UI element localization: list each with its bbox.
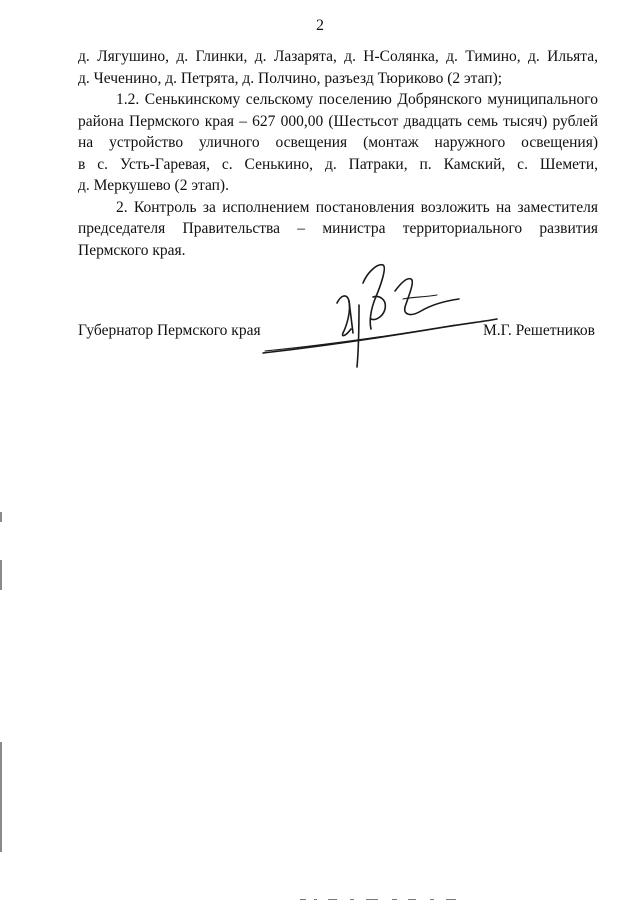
- paragraph-3: [78, 197, 598, 262]
- paragraph-3-line: 2. Контроль за исполнением постановления возложить на заместителя: [116, 198, 598, 216]
- signatory-title: Губернатор Пермского края: [78, 322, 261, 339]
- scan-artifact: [300, 898, 460, 901]
- paragraph-2: [78, 89, 598, 197]
- scan-edge-mark: [0, 742, 2, 852]
- page-number: 2: [316, 17, 324, 34]
- paragraph-1-line: д. Чеченино, д. Петрята, д. Полчино, разъезд Тюриково (2 этап);: [78, 69, 503, 87]
- document-body: [78, 46, 598, 261]
- paragraph-2-line: на устройство уличного освещения (монтаж наружного освещения): [78, 134, 598, 151]
- paragraph-3-line: Пермского края.: [78, 241, 186, 259]
- scan-edge-mark: [0, 512, 2, 522]
- paragraph-2-line: района Пермского края – 627 000,00 (Шестьсот двадцать семь тысяч) рублей: [78, 112, 598, 130]
- paragraph-3-line: председателя Правительства – министра территориального развития: [78, 220, 598, 237]
- paragraph-1: [78, 46, 598, 89]
- scan-edge-mark: [0, 560, 2, 590]
- paragraph-1-line: д. Лягушино, д. Глинки, д. Лазарята, д. Н-Солянка, д. Тимино, д. Ильята,: [78, 48, 598, 65]
- paragraph-2-line: в с. Усть-Гаревая, с. Сенькино, д. Патраки, п. Камский, с. Шемети,: [78, 155, 598, 173]
- paragraph-2-line: 1.2. Сенькинскому сельскому поселению Добрянского муниципального: [116, 91, 598, 108]
- signatory-name: М.Г. Решетников: [483, 322, 595, 339]
- paragraph-2-line: д. Меркушево (2 этап).: [78, 177, 229, 194]
- handwritten-signature: [255, 255, 500, 370]
